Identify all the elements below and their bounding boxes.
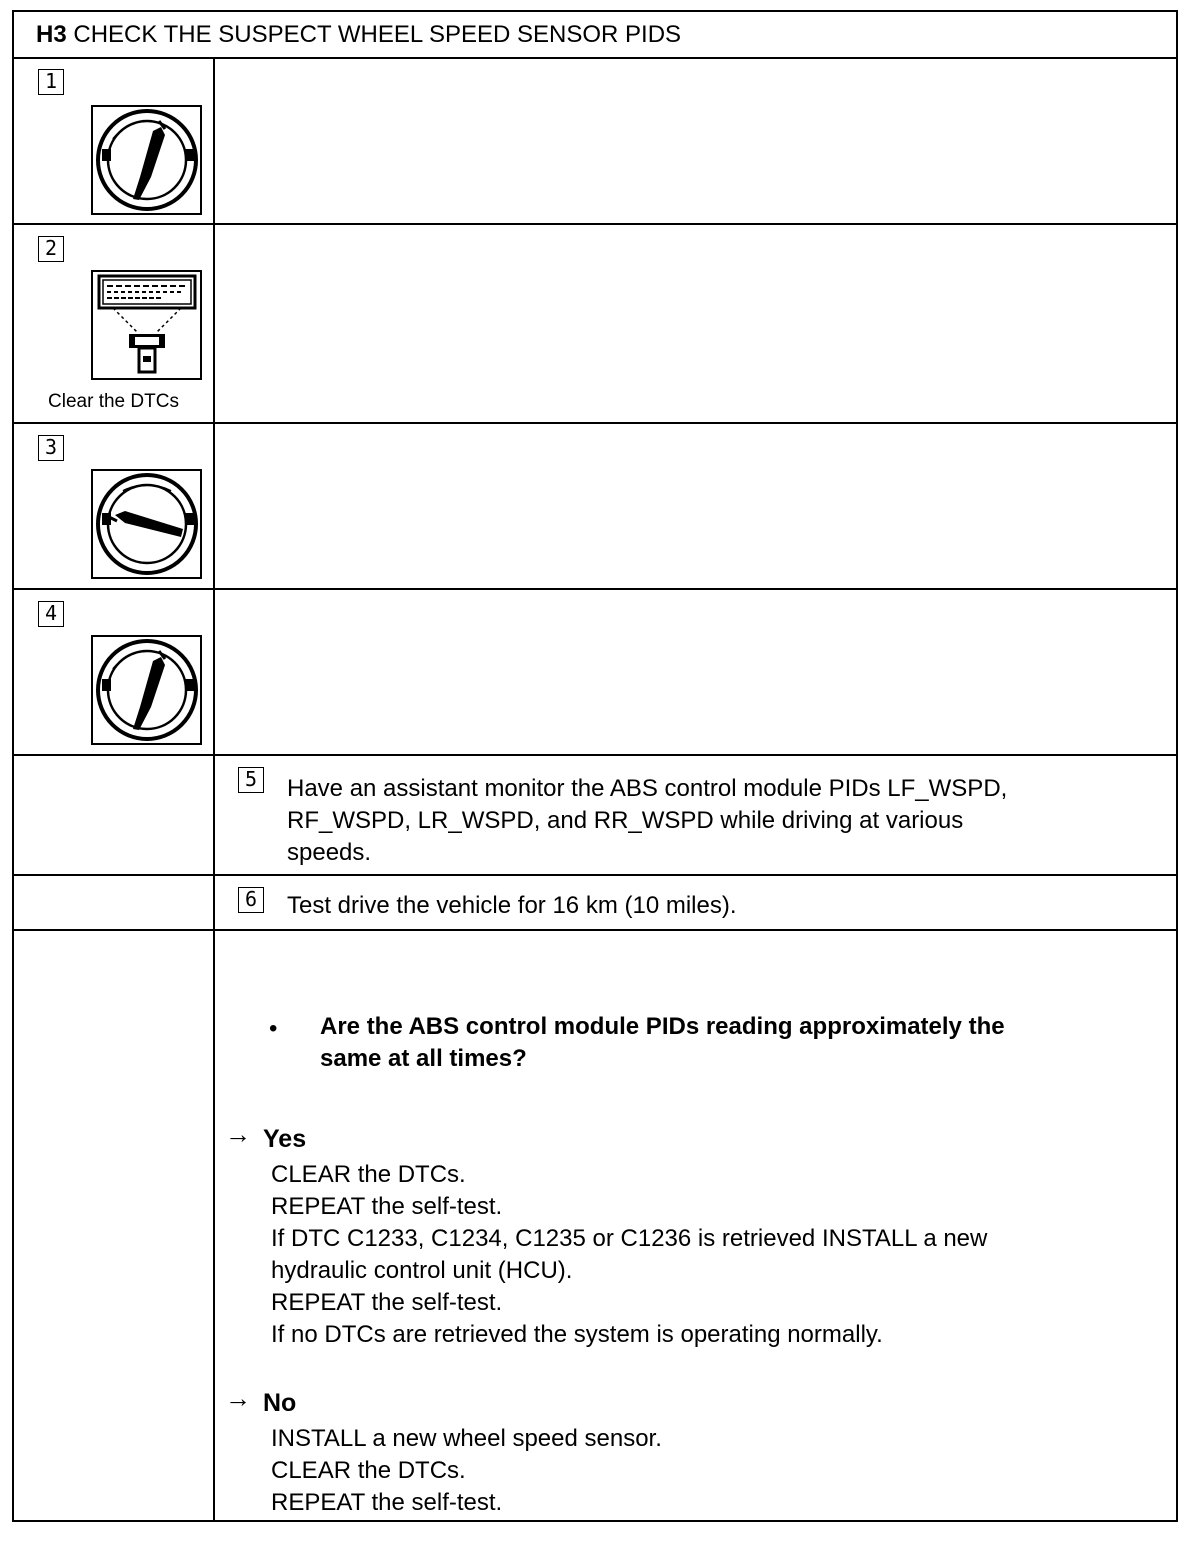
step-row-3 (14, 424, 1176, 590)
step-icon-cell (14, 876, 215, 929)
step-row-5 (14, 756, 1176, 876)
step-number-box: 6 (238, 887, 264, 913)
step-caption: Clear the DTCs (48, 391, 179, 412)
question-cell (215, 931, 1176, 1520)
step-text-cell (215, 756, 1176, 874)
step-icon-cell (14, 225, 215, 422)
step-text-cell (215, 424, 1176, 588)
step-icon-cell (14, 59, 215, 223)
test-question (320, 1011, 1005, 1075)
scan-tool-icon (91, 270, 202, 380)
step-text-cell (215, 59, 1176, 223)
procedure-title (14, 12, 1176, 59)
step-instruction (287, 773, 1007, 869)
answer-yes-actions (271, 1159, 987, 1351)
step-row-4 (14, 590, 1176, 756)
action-line: REPEAT the self-test. (271, 1289, 503, 1316)
action-line: If DTC C1233, C1234, C1235 or C1236 is retrieved INSTALL a new (271, 1225, 988, 1252)
step-title: CHECK THE SUSPECT WHEEL SPEED SENSOR PIDS (73, 21, 682, 48)
bullet-icon: • (269, 1015, 278, 1042)
step-number-box: 5 (238, 767, 264, 793)
step-instruction-line: Have an assistant monitor the ABS control module PIDs LF_WSPD, (287, 775, 1008, 802)
ignition-key-on-icon (91, 635, 202, 745)
ignition-key-start-icon (91, 469, 202, 579)
arrow-right-icon: → (225, 1119, 251, 1149)
question-line: Are the ABS control module PIDs reading approximately the (320, 1013, 1005, 1040)
step-text-cell (215, 590, 1176, 754)
step-icon-cell (14, 756, 215, 874)
action-line: INSTALL a new wheel speed sensor. (271, 1425, 662, 1452)
action-line: REPEAT the self-test. (271, 1193, 503, 1220)
answer-yes-label: Yes (263, 1125, 307, 1153)
step-instruction-line: speeds. (287, 839, 372, 866)
step-instruction: Test drive the vehicle for 16 km (10 miles). (287, 892, 737, 919)
arrow-right-icon: → (225, 1383, 251, 1413)
action-line: If no DTCs are retrieved the system is operating normally. (271, 1321, 883, 1348)
step-number-box: 2 (38, 236, 64, 262)
ignition-key-on-icon (91, 105, 202, 215)
step-code: H3 (36, 21, 67, 48)
step-row-1 (14, 59, 1176, 225)
step-number-box: 3 (38, 435, 64, 461)
question-row (14, 931, 1176, 1520)
step-icon-cell (14, 590, 215, 754)
action-line: CLEAR the DTCs. (271, 1457, 466, 1484)
answer-no-actions (271, 1423, 662, 1519)
procedure-table (12, 10, 1178, 1522)
step-instruction-line: RF_WSPD, LR_WSPD, and RR_WSPD while driving at various (287, 807, 964, 834)
step-icon-cell (14, 424, 215, 588)
step-text-cell (215, 876, 1176, 929)
question-left-cell (14, 931, 215, 1520)
question-line: same at all times? (320, 1045, 527, 1072)
action-line: REPEAT the self-test. (271, 1489, 503, 1516)
step-row-6 (14, 876, 1176, 931)
action-line: CLEAR the DTCs. (271, 1161, 466, 1188)
answer-no-label: No (263, 1389, 297, 1417)
step-number-box: 4 (38, 601, 64, 627)
action-line: hydraulic control unit (HCU). (271, 1257, 573, 1284)
step-number-box: 1 (38, 69, 64, 95)
step-row-2 (14, 225, 1176, 424)
step-text-cell (215, 225, 1176, 422)
